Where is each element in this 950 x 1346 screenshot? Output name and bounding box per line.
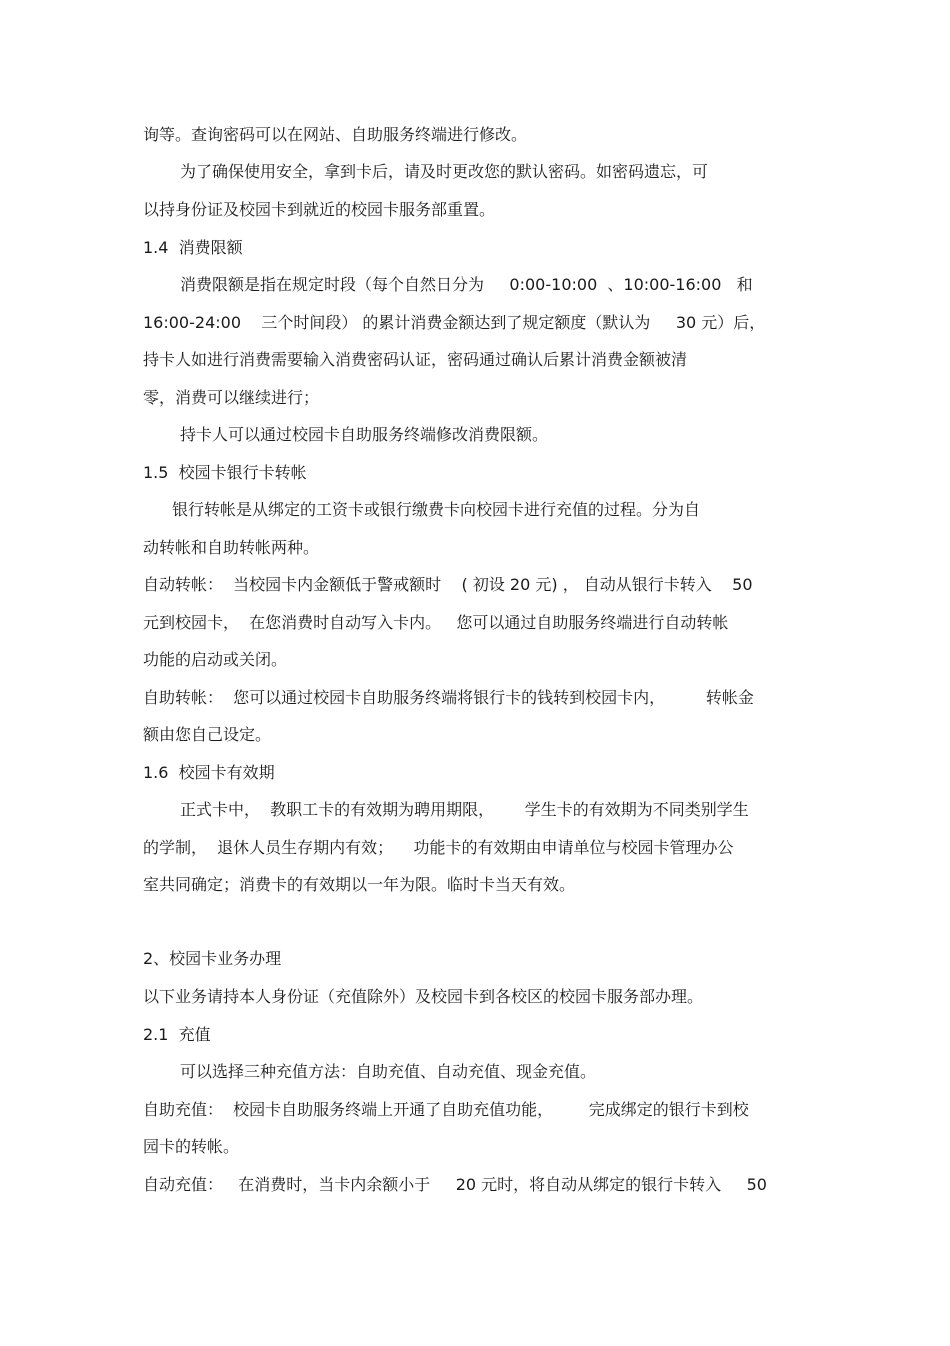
- text-line: 零，消费可以继续进行；: [143, 388, 320, 407]
- text-line: 元到校园卡， 在您消费时自动写入卡内。 您可以通过自助服务终端进行自动转帐: [143, 613, 729, 632]
- text-line: 自助转帐： 您可以通过校园卡自助服务终端将银行卡的钱转到校园卡内， 转帐金: [143, 688, 754, 707]
- text-line: 以持身份证及校园卡到就近的校园卡服务部重置。: [143, 200, 496, 219]
- text-line: 持卡人如进行消费需要输入消费密码认证，密码通过确认后累计消费金额被清: [143, 350, 688, 369]
- section-heading: 1.6 校园卡有效期: [143, 763, 275, 782]
- text-line: 持卡人可以通过校园卡自助服务终端修改消费限额。: [180, 425, 549, 444]
- text-line: 自动充值： 在消费时，当卡内余额小于 20 元时，将自动从绑定的银行卡转入 50: [143, 1175, 767, 1194]
- text-line: 自动转帐： 当校园卡内金额低于警戒额时 ( 初设 20 元) ， 自动从银行卡转入 50: [143, 575, 753, 594]
- text-line: 额由您自己设定。: [143, 725, 272, 744]
- text-line: 16:00-24:00 三个时间段） 的累计消费金额达到了规定额度（默认为 30 元）后，: [143, 313, 766, 332]
- text-line: 园卡的转帐。: [143, 1137, 240, 1156]
- section-heading: 2.1 充值: [143, 1025, 211, 1044]
- text-line: 为了确保使用安全，拿到卡后，请及时更改您的默认密码。如密码遗忘，可: [180, 162, 709, 181]
- text-line: 动转帐和自助转帐两种。: [143, 538, 320, 557]
- text-line: 银行转帐是从绑定的工资卡或银行缴费卡向校园卡进行充值的过程。分为自: [172, 500, 701, 519]
- section-heading: 1.5 校园卡银行卡转帐: [143, 463, 307, 482]
- text-line: 室共同确定；消费卡的有效期以一年为限。临时卡当天有效。: [143, 875, 576, 894]
- section-heading: 1.4 消费限额: [143, 238, 243, 257]
- text-line: 以下业务请持本人身份证（充值除外）及校园卡到各校区的校园卡服务部办理。: [143, 987, 704, 1006]
- text-line: 功能的启动或关闭。: [143, 650, 288, 669]
- section-heading: 2、校园卡业务办理: [143, 949, 282, 968]
- text-line: 消费限额是指在规定时段（每个自然日分为 0:00-10:00 、10:00-16:00 和: [180, 275, 753, 294]
- text-line: 自助充值： 校园卡自助服务终端上开通了自助充值功能， 完成绑定的银行卡到校: [143, 1100, 749, 1119]
- text-line: 的学制， 退休人员生存期内有效； 功能卡的有效期由申请单位与校园卡管理办公: [143, 838, 734, 857]
- text-line: 正式卡中， 教职工卡的有效期为聘用期限， 学生卡的有效期为不同类别学生: [180, 800, 749, 819]
- text-line: 询等。查询密码可以在网站、自助服务终端进行修改。: [143, 125, 528, 144]
- text-line: 可以选择三种充值方法：自助充值、自动充值、现金充值。: [180, 1062, 597, 1081]
